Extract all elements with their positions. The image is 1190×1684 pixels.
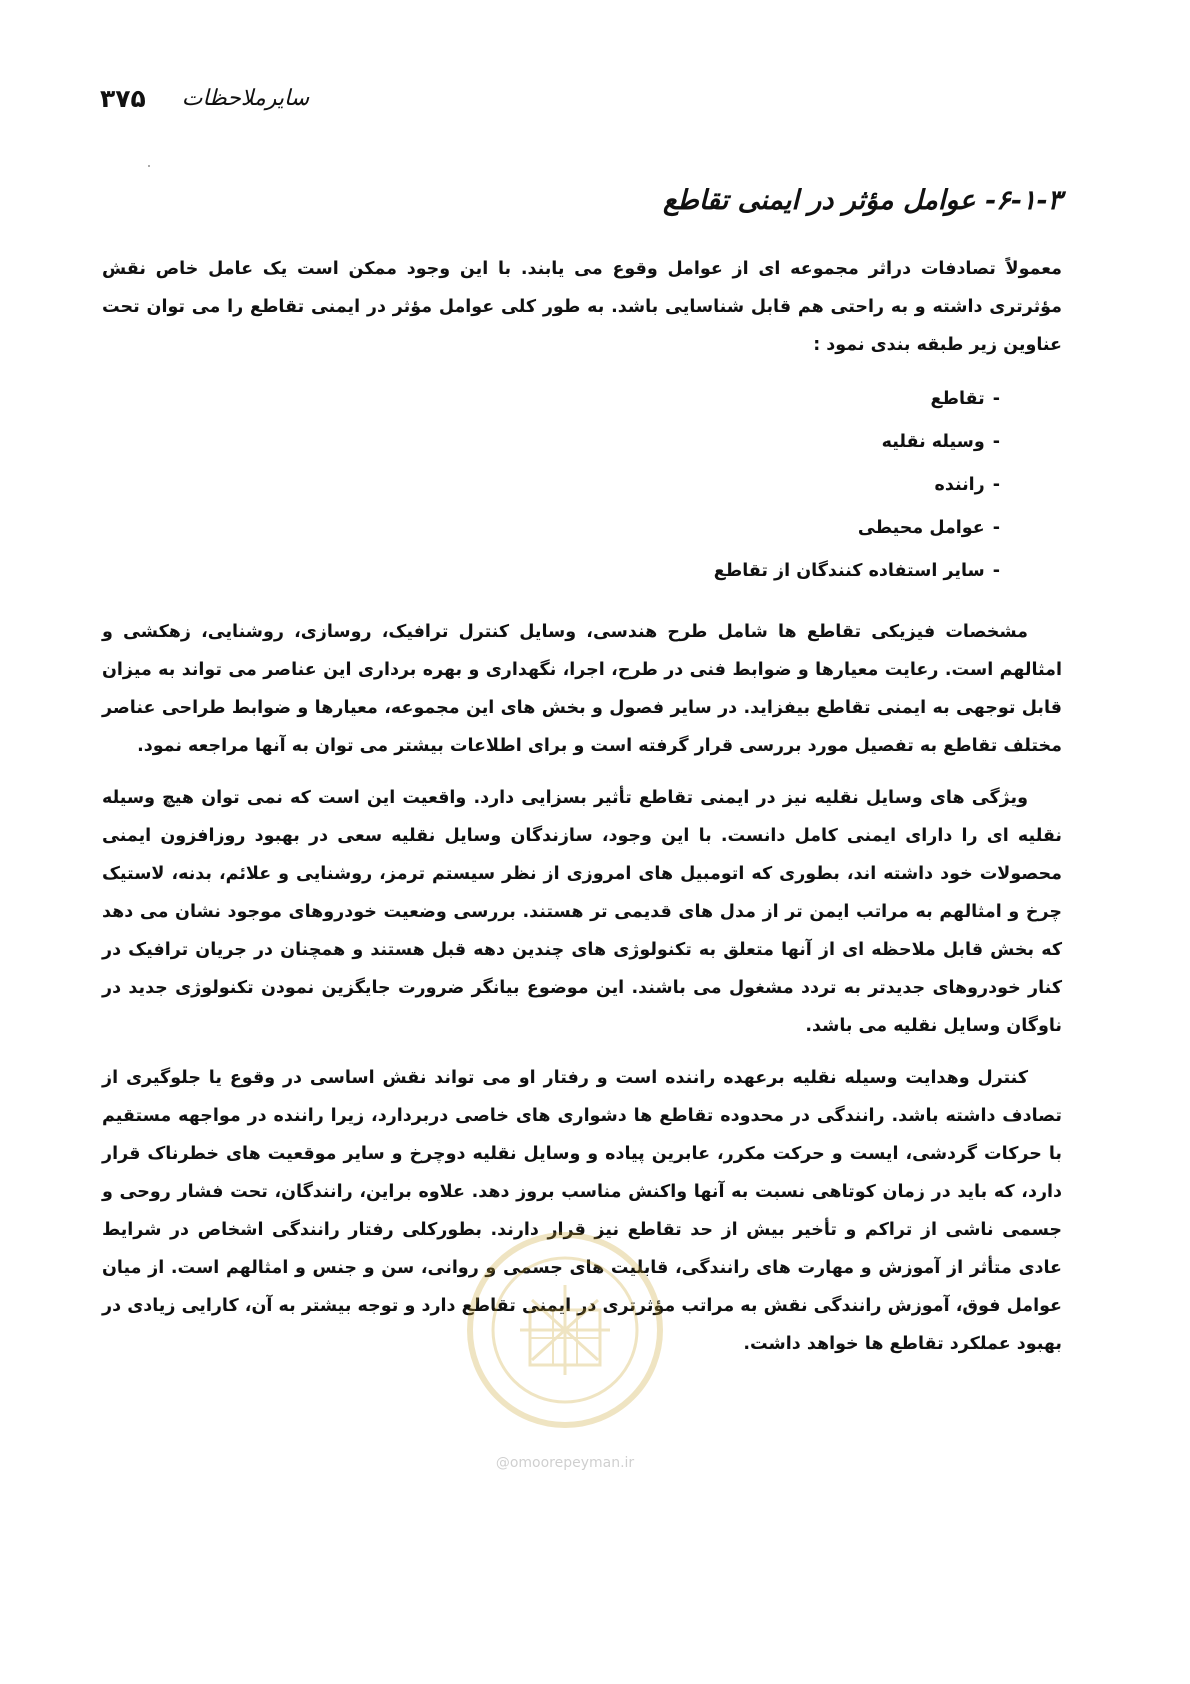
scan-speck [148,165,150,167]
list-item: -سایر استفاده کنندگان از تقاطع [713,561,1000,581]
list-item: -عوامل محیطی [857,518,1000,538]
factor-environment: عوامل محیطی [857,518,985,538]
intro-paragraph: معمولاً تصادفات دراثر مجموعه ای از عوامل وقوع می یابند. با این وجود ممکن است یک عامل خاص نقش مؤثرتری داشته و به راحتی هم قابل شناسایی باشد. به طور کلی عوامل مؤثر در ایمنی تقاطع را می توان تحت عناوین زیر طبقه بندی نمود : [102,259,1062,355]
list-item: -وسیله نقلیه [881,432,1000,452]
watermark-url: @omoorepeyman.ir [495,1455,635,1471]
running-head: سایرملاحظات [181,85,310,111]
paragraph-vehicle-features: ویژگی های وسایل نقلیه نیز در ایمنی تقاطع تأثیر بسزایی دارد. واقعیت این است که نمی توان هیچ وسیله نقلیه ای را دارای ایمنی کامل دانست. با این وجود، سازندگان وسایل نقلیه سعی در بهبود روزافزون ایمنی محصولات خود داشته اند، بطوری که اتومبیل های امروزی از نظر سیستم ترمز، روشنایی و علائم، بدنه، لاستیک چرخ و امثالهم به مراتب ایمن تر از مدل های قدیمی تر هستند. بررسی وضعیت خودروهای موجود نشان می دهد که بخش قابل ملاحظه ای از آنها متعلق به تکنولوژی های چندین دهه قبل هستند و همچنان در جریان ترافیک در کنار خودروهای جدیدتر به تردد مشغول می باشند. این موضوع بیانگر ضرورت جایگزین نمودن تکنولوژی جدید در ناوگان وسایل نقلیه می باشد. [102,788,1062,1036]
section-title: ۶-۱-۳- عوامل مؤثر در ایمنی تقاطع [662,185,1062,216]
factor-driver: راننده [934,475,985,495]
factor-other-users: سایر استفاده کنندگان از تقاطع [713,561,985,581]
page-header [100,78,330,118]
list-item: -راننده [934,475,1000,495]
paragraph-physical-characteristics: مشخصات فیزیکی تقاطع ها شامل طرح هندسی، وسایل کنترل ترافیک، روسازی، روشنایی، زهکشی و امثالهم است. رعایت معیارها و ضوابط فنی در طرح، اجرا، نگهداری و بهره برداری این عناصر می تواند به میزان قابل توجهی به ایمنی تقاطع بیفزاید. در سایر فصول و بخش های این مجموعه، معیارها و ضوابط طراحی عناصر مختلف تقاطع به تفصیل مورد بررسی قرار گرفته است و برای اطلاعات بیشتر می توان به آنها مراجعه نمود. [102,622,1062,756]
factor-vehicle: وسیله نقلیه [881,432,985,452]
factors-list [102,378,1000,593]
page-number: ۳۷۵ [100,83,146,113]
factor-intersection: تقاطع [930,389,985,409]
list-item: -تقاطع [930,389,1000,409]
body-text [102,250,1062,1377]
paragraph-driver-behavior: کنترل وهدایت وسیله نقلیه برعهده راننده است و رفتار او می تواند نقش اساسی در وقوع یا جلوگیری از تصادف داشته باشد. رانندگی در محدوده تقاطع ها دشواری های خاصی دربردارد، زیرا راننده در مواجهه مستقیم با حرکات گردشی، ایست و حرکت مکرر، عابرین پیاده و وسایل نقلیه دوچرخ و سایر موقعیت های خطرناک قرار دارد، که باید در زمان کوتاهی نسبت به آنها واکنش مناسب بروز دهد. علاوه براین، رانندگان، تحت فشار روحی و جسمی ناشی از تراکم و تأخیر بیش از حد تقاطع نیز قرار دارند. بطورکلی رفتار رانندگی اشخاص در شرایط عادی متأثر از آموزش و مهارت های رانندگی، قابلیت های جسمی و روانی، سن و جنس و امثالهم است. از میان عوامل فوق، آموزش رانندگی نقش به مراتب مؤثرتری در ایمنی تقاطع دارد و توجه بیشتر به آن، کارایی زیادی در بهبود عملکرد تقاطع ها خواهد داشت. [102,1068,1062,1354]
